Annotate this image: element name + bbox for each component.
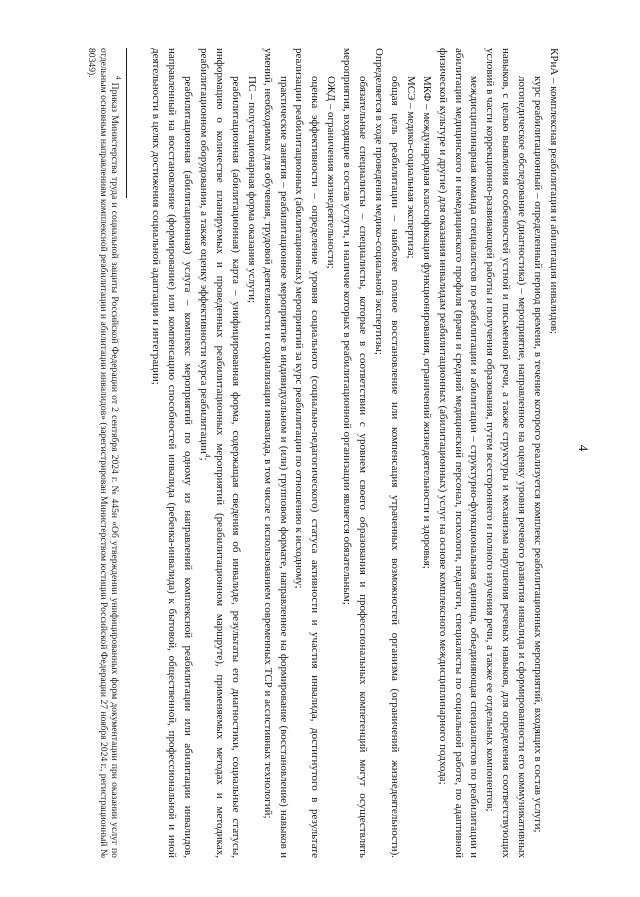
definition-team: междисциплинарная команда специалистов по реабилитации и абилитации – структурно-функциональная единица, объединяющая специалистов по реабилитации и абилитации медицинского и немедицинского профиля (врачи и средний медицинский персонал, психологи, педагоги, специалисты по социальной работе, по адаптивной физической культуре и другие) для оказания инвалидам реабилитационных (абилитационных) услуг на основе комплексного междисциплинарного подхода; — [436, 48, 481, 858]
footnote-mark: 4 — [114, 76, 123, 80]
definition-mse: МСЭ – медико-социальная экспертиза; — [404, 76, 417, 259]
footnote-separator — [126, 48, 127, 198]
definition-practical: практические занятия – реабилитационное мероприятие в индивидуальном и (или) групповом формате, направленное на формирование (восстановление) навыков и умений, необходимых для обучения, трудовой деятельности и социализации инвалида, в том числе с использованием современных ТСР и ассистивных технологий; — [261, 48, 290, 858]
footnote — [86, 48, 121, 858]
definition-card-tail: ; — [198, 457, 211, 461]
definition-logoped: логопедическое обследование (диагностика) – мероприятие, направленное на оценку уровня речевого развития инвалида и сформированности его коммуникативных навыков, с целью выявления особенностей устной и письменной речи, а также структуры и механизма нарушения речевых навыков, для определения соответствующих условий в части коррекционно-развивающей работы и получения образования, путем всестороннего и полного изучения речи, а также ее отдельных компонентов; — [484, 48, 529, 858]
definition-mandatory: обязательные специалисты – специалисты, которые в соответствии с уровнем своего образования и профессиональных компетенций могут осуществлять мероприятия, входящие в состав услуги, и наличие которых в реабилитационной организации является обязательным; — [341, 48, 370, 858]
document-body — [61, 48, 561, 858]
definition-course: курс реабилитационный – определенный период времени, в течение которого реализуется комплекс реабилитационных мероприятий, входящих в состав услуги; — [532, 76, 545, 833]
definition-ps: ПС – полустационарная форма оказания услуги; — [245, 76, 258, 304]
definition-goal: общая цель реабилитации – наиболее полное восстановление или компенсация утраченных возможностей организма (ограничений жизнедеятельности). Определяется в ходе проведения медико-социальной экспертизы; — [373, 48, 401, 858]
footnote-ref: 4 — [203, 453, 212, 458]
definition-service: реабилитационная (абилитационная) услуга – комплекс мероприятий по одному из направлений комплексной реабилитации или абилитации инвалидов, направленный на восстановление (формирование) или компенсацию способностей инвалида (ребенка-инвалида) к бытовой, общественной, профессиональной и иной деятельности в целях достижения социальной адаптации и интеграции; — [150, 48, 195, 858]
definition-card — [195, 48, 243, 858]
definition-mkf: МКФ – международная классификация функционирования, ограничений жизнедеятельности и здоровья; — [420, 76, 433, 569]
definition-efficiency: оценка эффективности – определение уровня социального (социально-педагогического) статуса активности и участия инвалида, достигнутого в результате реализации реабилитационных (абилитационных) мероприятий за курс реабилитации по отношению к исходному; — [293, 48, 322, 858]
definition-card-text: реабилитационная (абилитационная) карта – унифицированная форма, содержащая сведения об инвалиде, результаты его диагностики, социальные статусы, информацию о количестве планируемых и проведенных реабилитационных мероприятий (реабилитационном маршруте), применяемых методах и методиках, реабилитационном оборудовании, а также оценку эффективности курса реабилитации — [198, 48, 242, 858]
footnote-text: Приказ Министерства труда и социальной защиты Российской Федерации от 2 сентября 2024 г. № 445н «Об утверждении унифицированных форм документации при оказании услуг по отдельным основным направлениям комплексной реабилитации и абилитации инвалидов» (зарегистрирован Министерством юстиции Российской Федерации 27 ноября 2024 г., регистрационный № 80349). — [86, 48, 121, 858]
definition-ozhd: ОЖД – ограничения жизнедеятельности; — [325, 76, 338, 269]
definition-krea: КРиА – комплексная реабилитация и абилитация инвалидов; — [548, 48, 560, 335]
page-number: 4 — [576, 444, 591, 452]
